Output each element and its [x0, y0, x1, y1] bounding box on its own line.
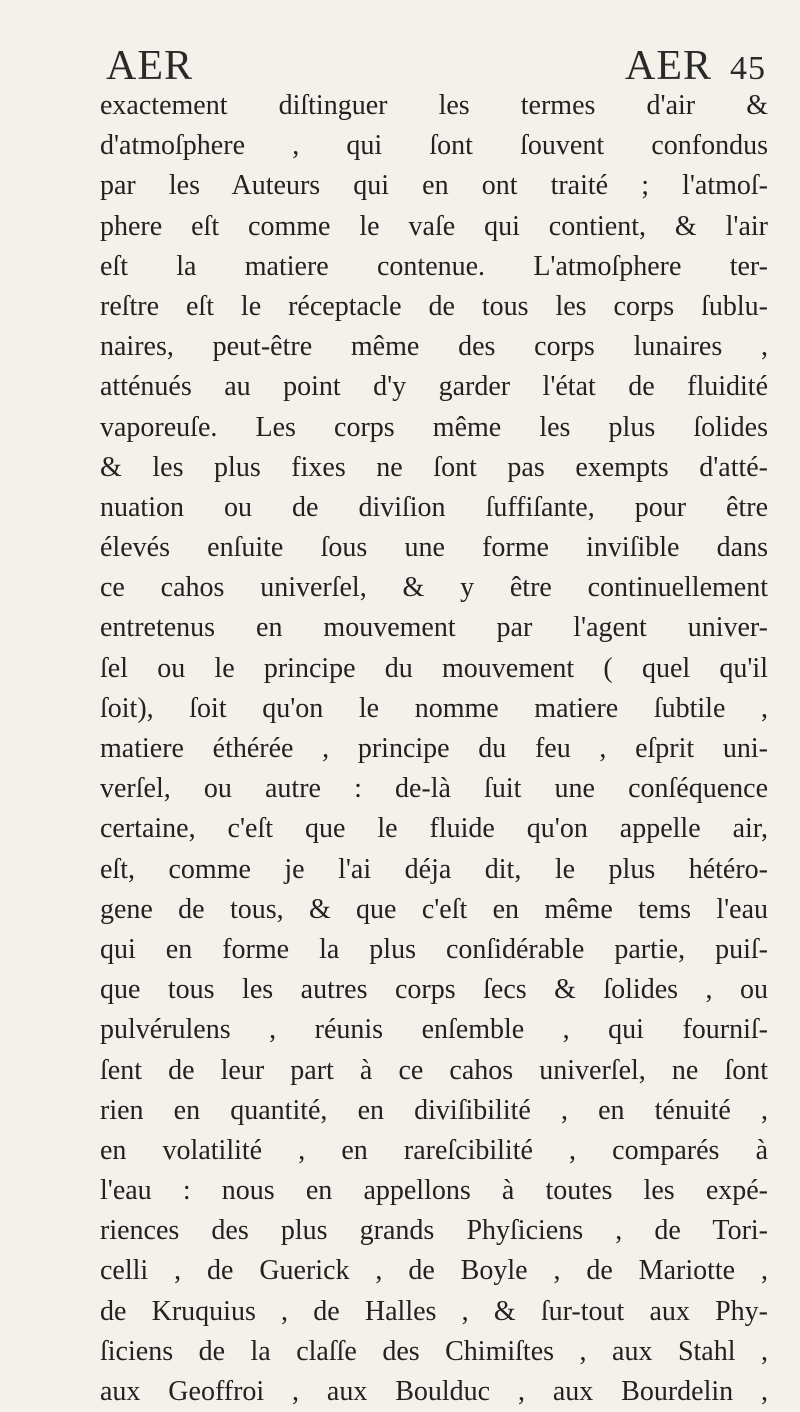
text-line: exactement diſtinguer les termes d'air &	[100, 90, 768, 121]
body-text	[100, 86, 768, 1412]
text-line: riences des plus grands Phyſiciens , de Tori-	[100, 1215, 768, 1247]
text-line: de Kruquius , de Halles , & ſur-tout aux Phy-	[100, 1295, 768, 1327]
text-line: qui en forme la plus conſidérable partie, puiſ-	[100, 933, 768, 965]
text-line: ſel ou le principe du mouvement ( quel qu'il	[100, 652, 768, 684]
text-line: ſent de leur part à ce cahos univerſel, ne ſont	[100, 1054, 768, 1086]
text-line: vaporeuſe. Les corps même les plus ſolides	[100, 411, 768, 443]
text-line: élevés enſuite ſous une forme inviſible dans	[100, 532, 768, 564]
text-line: ſiciens de la claſſe des Chimiſtes , aux Stahl ,	[100, 1335, 768, 1367]
text-line: nuation ou de diviſion ſuffiſante, pour être	[100, 491, 768, 523]
text-line: rien en quantité, en diviſibilité , en ténuité ,	[100, 1094, 768, 1126]
header-left-title: AER	[106, 43, 193, 89]
text-line: ſoit), ſoit qu'on le nomme matiere ſubtile ,	[100, 692, 768, 724]
text-line: atténués au point d'y garder l'état de fluidité	[100, 371, 768, 403]
text-line: d'atmoſphere , qui ſont ſouvent confondus	[100, 130, 768, 162]
header-right-title: AER	[625, 43, 712, 89]
text-line: ce cahos univerſel, & y être continuellement	[100, 572, 768, 604]
page-number: 45	[730, 50, 766, 87]
text-line: reſtre eſt le réceptacle de tous les corps ſublu-	[100, 290, 768, 322]
text-line: que tous les autres corps ſecs & ſolides , ou	[100, 974, 768, 1006]
text-line: celli , de Guerick , de Boyle , de Mariotte ,	[100, 1255, 768, 1287]
text-line: l'eau : nous en appellons à toutes les expé-	[100, 1175, 768, 1207]
text-line: entretenus en mouvement par l'agent univer-	[100, 612, 768, 644]
text-line: gene de tous, & que c'eſt en même tems l'eau	[100, 893, 768, 925]
text-line: par les Auteurs qui en ont traité ; l'atmoſ-	[100, 170, 768, 202]
text-line: certaine, c'eſt que le fluide qu'on appelle air,	[100, 813, 768, 845]
text-line: en volatilité , en rareſcibilité , comparés à	[100, 1134, 768, 1166]
text-line: eſt la matiere contenue. L'atmoſphere ter-	[100, 250, 768, 282]
text-line: phere eſt comme le vaſe qui contient, & l'air	[100, 210, 768, 242]
text-line: aux Geoffroi , aux Boulduc , aux Bourdelin ,	[100, 1376, 768, 1407]
text-line: & les plus fixes ne ſont pas exempts d'atté-	[100, 451, 768, 483]
text-line: pulvérulens , réunis enſemble , qui fourniſ-	[100, 1014, 768, 1046]
text-line: eſt, comme je l'ai déja dit, le plus hétéro-	[100, 853, 768, 885]
text-line: naires, peut-être même des corps lunaires ,	[100, 331, 768, 363]
text-line: verſel, ou autre : de-là ſuit une conſéquence	[100, 773, 768, 805]
text-line: matiere éthérée , principe du feu , eſprit uni-	[100, 733, 768, 764]
header-right	[625, 42, 766, 90]
